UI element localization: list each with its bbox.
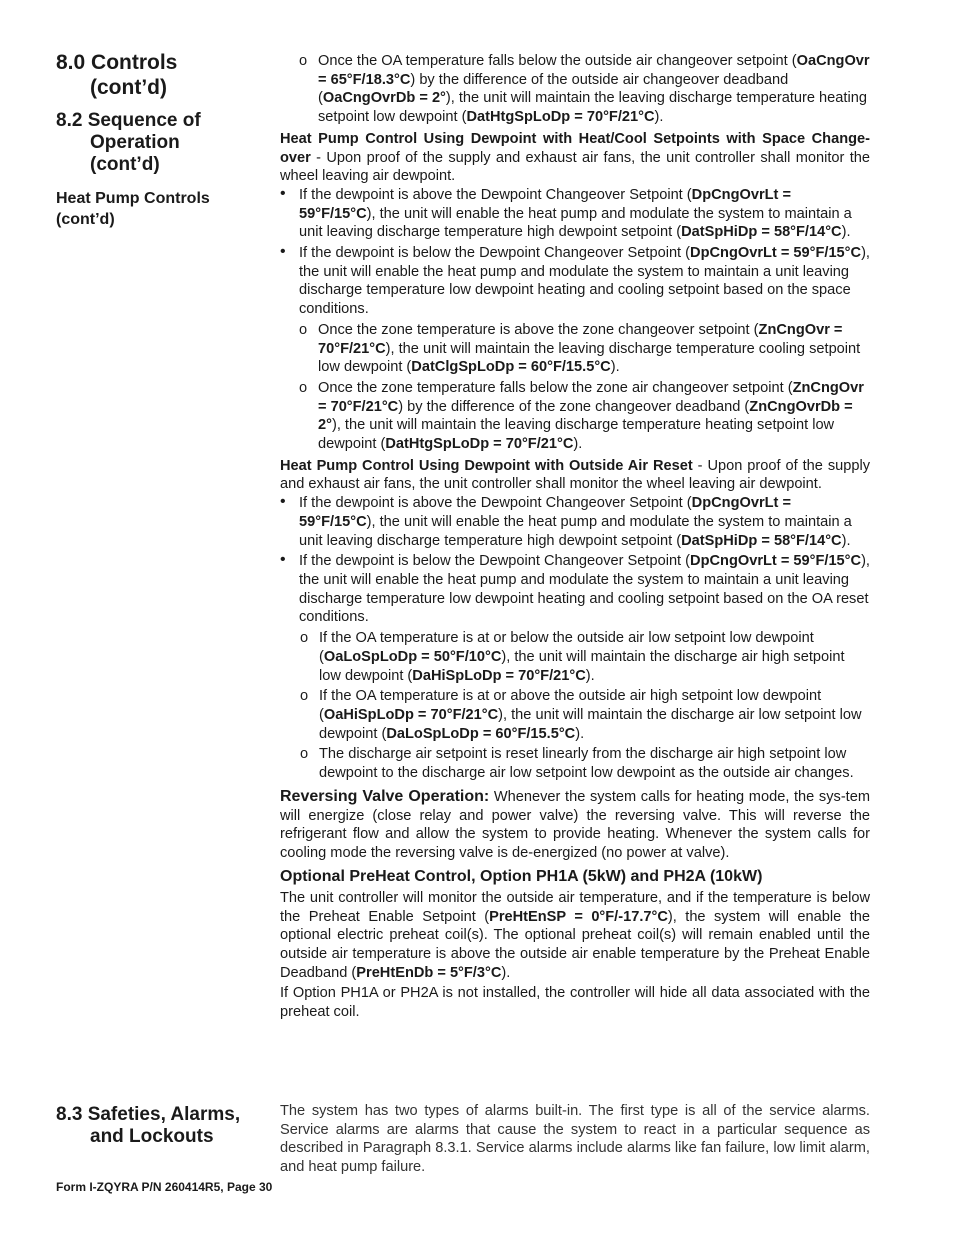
subsection-heading-heat-pump — [56, 188, 266, 230]
bullet-marker: • — [280, 493, 286, 511]
paragraph-preheat — [280, 889, 870, 983]
o-marker: o — [299, 379, 308, 396]
preheat-heading: Optional PreHeat Control, Option PH1A (5kW) and PH2A (10kW) — [280, 867, 763, 885]
setpoint: DaLoSpLoDp = 60°F/15.5°C — [386, 725, 576, 742]
text: The discharge air setpoint is reset linearly from the discharge air high setpoint low dewpoint to the discharge air low setpoint low dewpoint as the outside air changes. — [319, 746, 854, 782]
heading-line: (cont’d) — [90, 76, 167, 99]
page-footer: Form I-ZQYRA P/N 260414R5, Page 30 — [56, 1180, 273, 1194]
text: Once the OA temperature falls below the outside air changeover setpoint ( — [318, 53, 797, 69]
text: - Upon proof of the supply and exhaust air fans, the unit controller shall monitor the wheel leaving air dewpoint. — [280, 149, 870, 185]
section-heading-8-2 — [56, 110, 266, 176]
text: ). — [585, 667, 595, 684]
heading-line: Heat Pump Controls — [56, 190, 210, 207]
heading-line: 8.0 Controls — [56, 51, 178, 74]
text: ), the unit will maintain the discharge air low setpoint low dewpoint ( — [319, 706, 862, 742]
paragraph-hp-space-changeover — [280, 130, 870, 186]
text: Once the zone temperature is above the zone changeover setpoint ( — [318, 321, 759, 338]
heading-line: (cont’d) — [56, 211, 115, 228]
text: ). — [573, 436, 583, 453]
heading-line: Operation — [90, 132, 180, 153]
right-column — [280, 52, 870, 1022]
section-heading-8-3 — [56, 1104, 240, 1148]
bullet-marker: • — [280, 243, 286, 261]
o-list-item — [280, 321, 870, 377]
text: ), the system will enable the optional electric preheat coil(s). The optional preheat coil(s) will remain enabled until the outside air temperature is above the outside air enable temperature by the Preheat Enable Deadband ( — [280, 908, 870, 981]
bullet-item — [280, 244, 870, 319]
setpoint: PreHtEnDb = 5°F/3°C — [356, 964, 502, 981]
heading-line: (cont’d) — [90, 154, 160, 175]
heading-line: and Lockouts — [90, 1126, 214, 1147]
text: ) by the difference of the outside air changeover deadband ( — [318, 71, 789, 107]
paragraph-reversing-valve — [280, 787, 870, 863]
bullet-item — [280, 552, 870, 627]
setpoint: ZnCngOvr = 70°F/21°C — [318, 379, 864, 415]
o-list-item — [280, 629, 870, 685]
setpoint: DatSpHiDp = 58°F/14°C — [681, 532, 842, 549]
section-heading-8-0 — [56, 50, 266, 100]
setpoint: DpCngOvrLt = 59°F/15°C — [299, 186, 791, 222]
text: ), the unit will maintain the leaving discharge temperature cooling setpoint low dewpoint ( — [318, 340, 861, 376]
run-in-heading: Heat Pump Control Using Dewpoint with Heat/Cool Setpoints with Space Change-over — [280, 130, 870, 166]
o-marker: o — [300, 746, 309, 763]
text: If the OA temperature is at or below the outside air low setpoint low dewpoint ( — [319, 630, 814, 665]
setpoint: DatHtgSpLoDp = 70°F/21°C — [385, 436, 574, 453]
text: ), the unit will enable the heat pump and modulate the system to maintain a unit leaving discharge temperature high dewpoint setpoint ( — [299, 513, 852, 549]
setpoint: OaCngOvr = 65°F/18.3°C — [318, 53, 870, 88]
setpoint: DatClgSpLoDp = 60°F/15.5°C — [411, 359, 611, 376]
o-list-item — [280, 52, 870, 127]
setpoint: OaHiSpLoDp = 70°F/21°C — [323, 706, 499, 723]
text: ), the unit will maintain the leaving discharge temperature heating setpoint low dewpoint ( — [318, 417, 835, 453]
text: Once the zone temperature falls below the zone air changeover setpoint ( — [318, 379, 793, 396]
setpoint: OaCngOvrDb = 2° — [322, 90, 446, 107]
bullet-marker: • — [280, 551, 286, 569]
setpoint: ZnCngOvr = 70°F/21°C — [318, 321, 843, 357]
text: If the dewpoint is below the Dewpoint Changeover Setpoint ( — [299, 245, 691, 262]
o-marker: o — [300, 688, 309, 705]
setpoint: DpCngOvrLt = 59°F/15°C — [690, 553, 862, 570]
o-marker: o — [300, 630, 309, 647]
bullet-item — [280, 494, 870, 550]
run-in-heading: Heat Pump Control Using Dewpoint with Outside Air Reset — [280, 457, 693, 474]
o-marker: o — [299, 53, 308, 69]
text: If the dewpoint is above the Dewpoint Changeover Setpoint ( — [299, 495, 692, 512]
setpoint: DatHtgSpLoDp = 70°F/21°C — [466, 109, 655, 126]
bullet-item — [280, 186, 870, 242]
left-column — [56, 50, 266, 230]
text: ). — [610, 359, 620, 376]
text: ), the unit will maintain the discharge air high setpoint low dewpoint ( — [319, 648, 845, 684]
setpoint: DpCngOvrLt = 59°F/15°C — [299, 495, 791, 530]
text: If the dewpoint is below the Dewpoint Changeover Setpoint ( — [299, 553, 691, 570]
heading-line: 8.2 Sequence of — [56, 110, 201, 131]
text: If the OA temperature is at or above the outside air high setpoint low dewpoint ( — [319, 688, 822, 723]
text: ) by the difference of the zone changeover deadband ( — [398, 398, 750, 415]
heading-line: 8.3 Safeties, Alarms, — [56, 1104, 241, 1125]
text: ), the unit will enable the heat pump and modulate the system to maintain a unit leaving discharge temperature high dewpoint setpoint ( — [299, 205, 852, 241]
setpoint: OaLoSpLoDp = 50°F/10°C — [323, 648, 502, 665]
o-marker: o — [299, 321, 308, 338]
text: ). — [841, 532, 851, 549]
text: If the dewpoint is above the Dewpoint Changeover Setpoint ( — [299, 186, 692, 203]
bullet-marker: • — [280, 184, 286, 202]
setpoint: DpCngOvrLt = 59°F/15°C — [690, 245, 862, 262]
text: The unit controller will monitor the outside air temperature, and if the temperature is below the Preheat Enable Setpoint ( — [280, 889, 870, 925]
text: Whenever the system calls for heating mode, the sys-tem will energize (close relay and power valve) the reversing valve. This will reverse the refrigerant flow and allow the system to provide heating. Whenever the system calls for cooling mode the reversing valve is de-energized (no power at valve). — [280, 788, 871, 862]
text: ). — [841, 224, 851, 241]
o-list-item — [280, 687, 870, 743]
text: ). — [575, 725, 585, 742]
paragraph-alarms: The system has two types of alarms built-in. The first type is all of the service alarms. Service alarms are alarms that cause the system to react in a particular sequence as described in Paragraph 8.3.1. Service alarms include alarms like fan failure, low limit alarm, and heat pump failure. — [280, 1103, 870, 1176]
paragraph-preheat-not-installed: If Option PH1A or PH2A is not installed, the controller will hide all data associated with the preheat coil. — [280, 985, 870, 1021]
text: ). — [654, 109, 664, 126]
text: ), the unit will maintain the leaving discharge temperature heating setpoint low dewpoint ( — [318, 90, 867, 126]
text: ). — [501, 964, 511, 981]
o-list-item — [280, 379, 870, 454]
text: - Upon proof of the supply and exhaust air fans, the unit controller shall monitor the wheel leaving air dewpoint. — [280, 457, 871, 493]
setpoint: DaHiSpLoDp = 70°F/21°C — [412, 667, 586, 684]
setpoint: DatSpHiDp = 58°F/14°C — [681, 224, 842, 241]
paragraph-hp-oa-reset — [280, 457, 870, 494]
setpoint: ZnCngOvrDb = 2° — [318, 398, 853, 434]
text: ), the unit will enable the heat pump and modulate the system to maintain a unit leaving discharge temperature low dewpoint heating and cooling setpoint based on the space conditions. — [299, 245, 870, 318]
run-in-heading: Reversing Valve Operation: — [280, 787, 490, 805]
setpoint: PreHtEnSP = 0°F/-17.7°C — [489, 908, 668, 925]
section-8-3-body — [280, 1102, 870, 1177]
o-list-item — [280, 745, 870, 782]
text: ), the unit will enable the heat pump and modulate the system to maintain a unit leaving discharge temperature low dewpoint heating and cooling setpoint based on the OA reset conditions. — [299, 553, 870, 626]
